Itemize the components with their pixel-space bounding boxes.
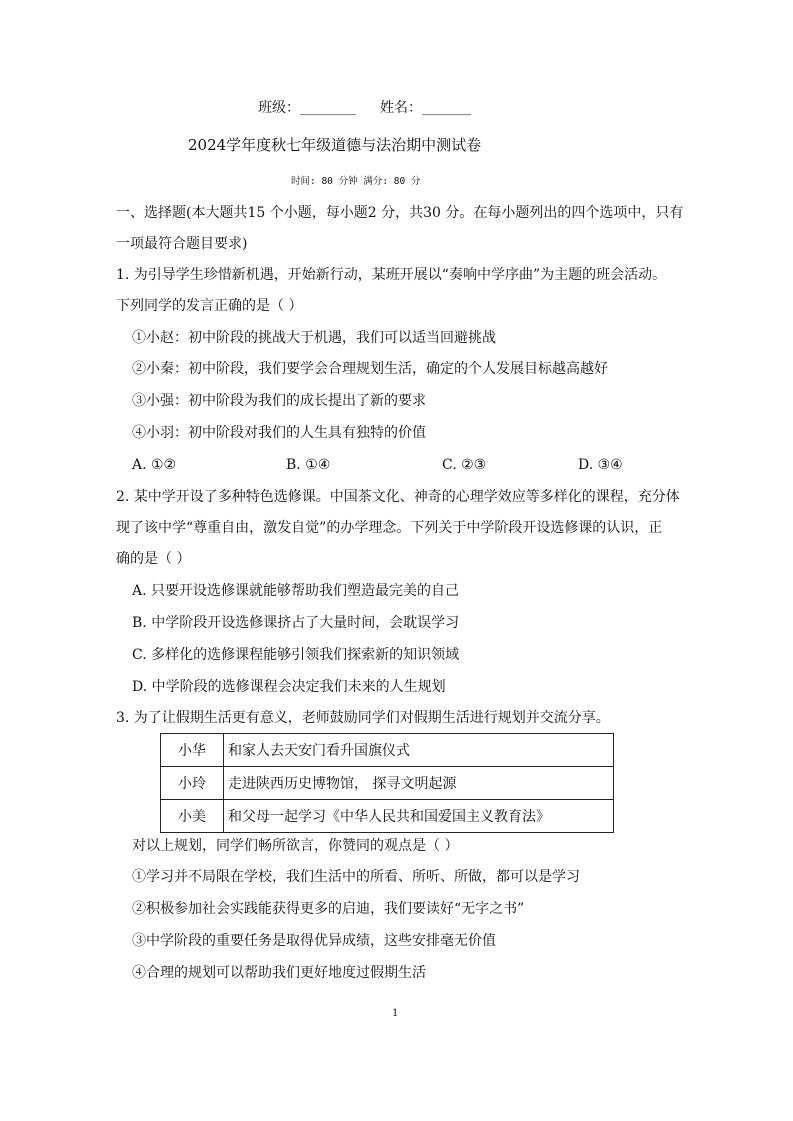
q1-stem-line2: 下列同学的发言正确的是（ ） [116,298,303,314]
section-intro-line2: 一项最符合题目要求) [116,236,248,252]
table-cell-plan: 走进陕西历史博物馆， 探寻文明起源 [224,767,614,800]
q2-option-a[interactable]: A. 只要开设选修课就能够帮助我们塑造最完美的自己 [132,583,460,599]
table-cell-plan: 和父母一起学习《中华人民共和国爱国主义教育法》 [224,800,614,833]
q3-statement: ④合理的规划可以帮助我们更好地度过假期生活 [132,965,426,981]
q2-stem-line3: 确的是（ ） [116,551,191,567]
q3-question: 对以上规划，同学们畅所欲言，你赞同的观点是（ ） [132,838,459,854]
q2-option-c[interactable]: C. 多样化的选修课程能够引领我们探索新的知识领域 [132,647,460,663]
table-cell-plan: 和家人去天安门看升国旗仪式 [224,734,614,767]
q3-statement: ①学习并不局限在学校，我们生活中的所看、所听、所做，都可以是学习 [132,869,580,885]
table-row [161,734,614,767]
q1-option-c[interactable]: C. ②③ [442,457,487,473]
q1-stem-line1: 1. 为引导学生珍惜新机遇，开始新行动，某班开展以“奏响中学序曲”为主题的班会活动。 [116,267,667,283]
q2-option-d[interactable]: D. 中学阶段的选修课程会决定我们未来的人生规划 [132,679,446,695]
page-number: 1 [392,1008,399,1019]
q2-stem-line2: 现了该中学“尊重自由，激发自觉”的办学理念。下列关于中学阶段开设选修课的认识，正 [116,520,663,536]
q3-statement: ③中学阶段的重要任务是取得优异成绩，这些安排毫无价值 [132,933,496,949]
q1-statement: ③小强：初中阶段为我们的成长提出了新的要求 [132,393,426,409]
class-label: 班级：________ [258,100,356,116]
q2-option-b[interactable]: B. 中学阶段开设选修课挤占了大量时间，会耽误学习 [132,615,460,631]
q1-statement: ①小赵：初中阶段的挑战大于机遇，我们可以适当回避挑战 [132,330,496,346]
vacation-plan-table [160,733,614,833]
exam-title: 2024学年度秋七年级道德与法治期中测试卷 [188,136,482,154]
table-row [161,767,614,800]
exam-subtitle: 时间: 80 分钟 满分: 80 分 [291,176,421,187]
q1-option-d[interactable]: D. ③④ [578,457,623,473]
q1-option-a[interactable]: A. ①② [132,457,177,473]
q1-statement: ④小羽：初中阶段对我们的人生具有独特的价值 [132,425,426,441]
q3-stem: 3. 为了让假期生活更有意义，老师鼓励同学们对假期生活进行规划并交流分享。 [116,710,610,726]
table-cell-name: 小美 [161,800,224,833]
q1-statement: ②小秦：初中阶段，我们要学会合理规划生活，确定的个人发展目标越高越好 [132,361,608,377]
q1-option-b[interactable]: B. ①④ [286,457,331,473]
table-cell-name: 小玲 [161,767,224,800]
q3-statement: ②积极参加社会实践能获得更多的启迪，我们要读好“无字之书” [132,901,525,917]
name-label: 姓名：_______ [380,100,471,116]
q2-stem-line1: 2. 某中学开设了多种特色选修课。中国茶文化、神奇的心理学效应等多样化的课程，充分体 [116,489,680,505]
section-intro-line1: 一、选择题(本大题共15 个小题，每小题2 分，共30 分。在每小题列出的四个选项中，只有 [116,205,684,221]
table-row [161,800,614,833]
table-cell-name: 小华 [161,734,224,767]
